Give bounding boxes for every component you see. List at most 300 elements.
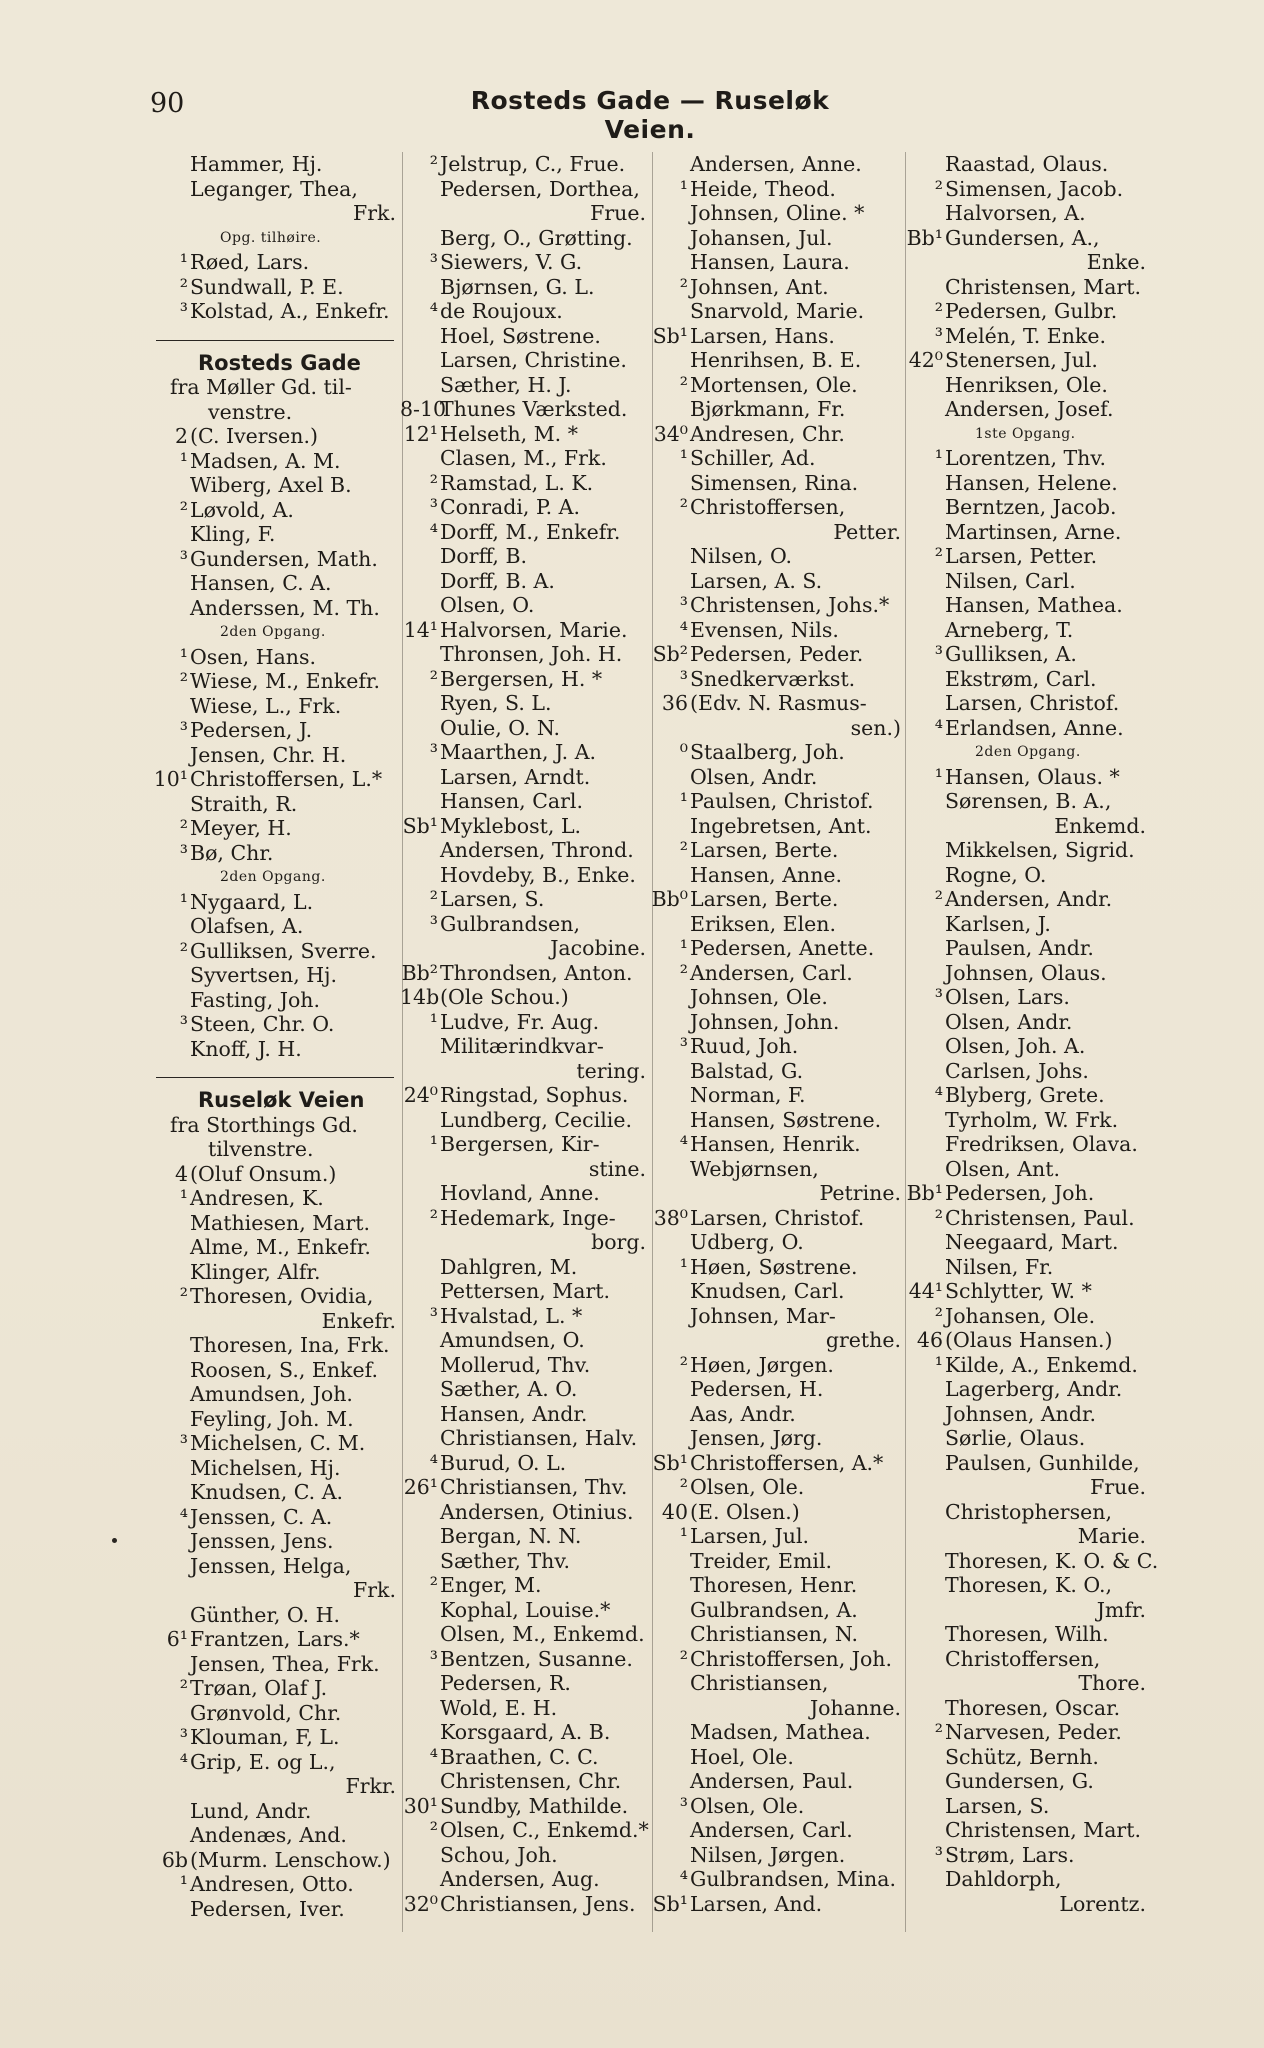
entry-continuation: Petter.: [833, 519, 901, 544]
resident-entry: [650, 569, 905, 594]
resident-entry: [400, 544, 650, 569]
house-floor-number: ³: [179, 1725, 188, 1749]
resident-entry: [650, 1206, 905, 1231]
resident-name: Madsen, A. M.: [190, 448, 341, 473]
resident-entry: [650, 1353, 905, 1378]
resident-name: Blyberg, Grete.: [945, 1083, 1105, 1107]
resident-name: Olsen, Andr.: [945, 1009, 1073, 1034]
resident-entry: [150, 250, 400, 275]
house-floor-number: ³: [429, 250, 438, 274]
resident-entry: [150, 1897, 400, 1922]
house-floor-number: ²: [679, 274, 688, 299]
house-floor-number: ³: [179, 1012, 188, 1036]
resident-name: Christensen, Johs.*: [690, 593, 890, 617]
house-floor-number: ²: [179, 1676, 188, 1700]
resident-entry: [150, 1554, 400, 1579]
resident-entry: [150, 424, 400, 449]
resident-name: Nilsen, Jørgen.: [690, 1842, 846, 1867]
resident-name: Frantzen, Lars.*: [190, 1627, 360, 1651]
resident-name: Schiller, Ad.: [690, 446, 816, 470]
resident-name: Jenssen, Helga,: [190, 1553, 352, 1578]
resident-entry: [150, 718, 400, 743]
house-floor-number: ²: [934, 299, 943, 323]
resident-name: Kling, F.: [190, 522, 276, 546]
resident-name: Olsen, Ole.: [690, 1475, 805, 1499]
resident-entry: [400, 642, 650, 667]
resident-entry: [650, 887, 905, 912]
house-floor-number: 2: [174, 424, 188, 448]
house-floor-number: 46: [916, 1328, 943, 1352]
resident-entry: [905, 1426, 1150, 1451]
entry-continuation: Enkefr.: [321, 1308, 396, 1333]
resident-name: Helseth, M. *: [440, 421, 578, 446]
resident-entry: [650, 1769, 905, 1794]
resident-name: Simensen, Rina.: [690, 470, 859, 495]
resident-entry: [905, 1843, 1150, 1868]
resident-entry: [650, 373, 905, 398]
resident-name: de Roujoux.: [440, 299, 563, 323]
resident-name: Dorff, B. A.: [440, 568, 555, 593]
resident-name: Bergersen, H. *: [440, 666, 603, 691]
resident-entry: [150, 988, 400, 1013]
resident-name: Berg, O., Grøtting.: [440, 225, 633, 250]
house-floor-number: 36: [661, 691, 688, 715]
resident-name: Hammer, Hj.: [190, 152, 323, 176]
resident-name: Røed, Lars.: [190, 250, 310, 274]
resident-name: Hansen, Søstrene.: [690, 1107, 882, 1132]
resident-entry: [150, 1701, 400, 1726]
resident-entry: [650, 1573, 905, 1598]
resident-entry: [650, 863, 905, 888]
resident-entry: [400, 1083, 650, 1108]
resident-name: Larsen, Jul.: [690, 1524, 810, 1548]
resident-entry: [150, 1603, 400, 1628]
house-floor-number: Sb²: [652, 642, 688, 666]
resident-entry: [650, 618, 905, 643]
house-floor-number: 38⁰: [653, 1205, 688, 1230]
resident-name: Simensen, Jacob.: [945, 176, 1124, 201]
house-floor-number: ¹: [429, 1132, 438, 1156]
house-floor-number: ²: [934, 1303, 943, 1328]
resident-name: Johnsen, John.: [690, 1009, 840, 1034]
resident-name: Siewers, V. G.: [440, 250, 583, 274]
house-floor-number: Bb²: [401, 960, 438, 985]
resident-name: Larsen, Christine.: [440, 348, 627, 372]
resident-name: Pedersen, Gulbr.: [945, 299, 1118, 323]
house-floor-number: ⁴: [429, 1744, 438, 1769]
resident-entry: [400, 1255, 650, 1280]
resident-entry: [905, 520, 1150, 545]
resident-name: Kolstad, A., Enkefr.: [190, 299, 390, 323]
resident-entry: [905, 397, 1150, 422]
house-floor-number: Sb¹: [652, 323, 688, 348]
resident-entry: [150, 645, 400, 670]
resident-name: Andresen, Otto.: [190, 1872, 354, 1896]
resident-name: Pettersen, Mart.: [440, 1279, 611, 1303]
resident-name: Kophal, Louise.*: [440, 1597, 611, 1622]
house-floor-number: 40: [661, 1499, 688, 1524]
resident-name: Sæther, A. O.: [440, 1377, 578, 1401]
house-floor-number: ¹: [679, 789, 688, 813]
resident-entry: [650, 1230, 905, 1255]
house-floor-number: 10¹: [153, 767, 188, 791]
entry-continuation: Frk.: [353, 201, 396, 225]
resident-entry: [650, 1647, 905, 1672]
resident-name: Bjørkmann, Fr.: [690, 397, 846, 421]
resident-name: Arneberg, T.: [945, 617, 1074, 642]
resident-entry: [905, 1794, 1150, 1819]
resident-name: Andresen, Chr.: [690, 421, 845, 446]
resident-name: Gulliksen, Sverre.: [190, 938, 377, 963]
resident-entry: [400, 985, 650, 1010]
resident-entry: [650, 1108, 905, 1133]
resident-entry: [905, 1818, 1150, 1843]
resident-name: Treider, Emil.: [690, 1548, 833, 1573]
house-floor-number: ²: [679, 838, 688, 862]
resident-entry: [150, 1211, 400, 1236]
house-floor-number: Bb¹: [906, 225, 943, 250]
house-floor-number: ²: [934, 887, 943, 911]
resident-name: Knoff, J. H.: [190, 1036, 302, 1061]
resident-entry: [400, 912, 650, 937]
resident-entry: [650, 348, 905, 373]
resident-entry: [400, 324, 650, 349]
resident-entry: [400, 863, 650, 888]
house-floor-number: ²: [679, 1646, 688, 1671]
resident-entry: [150, 473, 400, 498]
resident-entry: [650, 177, 905, 202]
house-floor-number: ²: [679, 1475, 688, 1499]
entry-continuation: Frk.: [353, 1578, 396, 1602]
house-floor-number: ³: [179, 718, 188, 742]
resident-entry: [400, 814, 650, 839]
resident-entry: [905, 1696, 1150, 1721]
house-floor-number: ¹: [934, 446, 943, 470]
resident-name: Bergersen, Kir-: [440, 1132, 600, 1156]
resident-name: Johansen, Jul.: [690, 225, 833, 250]
resident-entry: [905, 1745, 1150, 1770]
house-floor-number: Sb¹: [652, 1891, 688, 1916]
margin-mark: [112, 1538, 117, 1543]
resident-name: Raastad, Olaus.: [945, 152, 1109, 176]
resident-entry: [400, 1279, 650, 1304]
resident-entry: [650, 152, 905, 177]
resident-entry: [905, 324, 1150, 349]
house-floor-number: 14b: [400, 985, 440, 1009]
resident-entry: [400, 373, 650, 398]
house-floor-number: ¹: [179, 889, 188, 914]
resident-entry: [905, 226, 1150, 251]
resident-entry: [650, 667, 905, 692]
house-floor-number: ²: [679, 1352, 688, 1377]
resident-entry: [905, 348, 1150, 373]
resident-name: Knudsen, Carl.: [690, 1279, 845, 1303]
resident-entry: [905, 1328, 1150, 1353]
resident-entry: [150, 767, 400, 792]
resident-entry: [905, 961, 1150, 986]
resident-entry: [650, 1892, 905, 1917]
resident-name: (Ole Schou.): [440, 985, 569, 1009]
resident-entry: [905, 152, 1150, 177]
column-3: [650, 152, 905, 1916]
resident-name: Braathen, C. C.: [440, 1744, 599, 1769]
resident-entry: [150, 1037, 400, 1062]
resident-entry: [150, 1529, 400, 1554]
resident-entry: [650, 1083, 905, 1108]
resident-entry: [400, 348, 650, 373]
resident-entry: [150, 1823, 400, 1848]
resident-name: Ryen, S. L.: [440, 691, 552, 715]
house-floor-number: ³: [679, 1034, 688, 1058]
resident-entry: [150, 498, 400, 523]
resident-entry: [905, 1230, 1150, 1255]
house-floor-number: ²: [179, 669, 188, 693]
house-floor-number: ²: [429, 470, 438, 495]
resident-entry: [400, 422, 650, 447]
resident-name: Pedersen, Joh.: [945, 1181, 1095, 1205]
resident-name: Christiansen, N.: [690, 1622, 859, 1646]
house-floor-number: ⁴: [934, 715, 943, 740]
resident-name: Grønvold, Chr.: [190, 1700, 342, 1725]
house-floor-number: 24⁰: [403, 1083, 438, 1107]
resident-name: Maarthen, J. A.: [440, 740, 597, 764]
resident-name: Christophersen,: [945, 1499, 1112, 1524]
house-floor-number: ³: [179, 299, 188, 323]
resident-name: Melén, T. Enke.: [945, 323, 1106, 348]
resident-entry: [650, 936, 905, 961]
resident-name: Halvorsen, A.: [945, 201, 1086, 225]
resident-name: (Oluf Onsum.): [190, 1161, 337, 1186]
house-floor-number: 14¹: [403, 617, 438, 642]
resident-name: Hansen, Anne.: [690, 862, 843, 887]
resident-entry: [400, 1892, 650, 1917]
resident-entry: [400, 1696, 650, 1721]
house-floor-number: ⁴: [179, 1749, 188, 1774]
resident-name: Nilsen, O.: [690, 544, 793, 568]
resident-name: Johnsen, Mar-: [690, 1303, 836, 1328]
house-floor-number: ³: [429, 740, 438, 764]
resident-name: Larsen, Hans.: [690, 323, 835, 348]
resident-entry: [650, 789, 905, 814]
house-floor-number: ²: [429, 1573, 438, 1597]
house-floor-number: ⁴: [679, 617, 688, 642]
resident-entry: [650, 961, 905, 986]
resident-entry: [650, 1279, 905, 1304]
resident-entry: [150, 1799, 400, 1824]
resident-name: Andersen, Carl.: [690, 1818, 853, 1842]
resident-entry: [650, 912, 905, 937]
resident-name: Hansen, Carl.: [440, 789, 583, 813]
resident-entry: [400, 1867, 650, 1892]
resident-entry: [650, 446, 905, 471]
entry-continuation: sen.): [850, 715, 901, 740]
resident-name: Nilsen, Carl.: [945, 568, 1076, 593]
house-floor-number: ¹: [934, 1352, 943, 1377]
resident-entry: [400, 1573, 650, 1598]
resident-name: Oulie, O. N.: [440, 715, 561, 740]
resident-entry: [150, 522, 400, 547]
page-number: 90: [150, 88, 185, 119]
house-floor-number: ¹: [679, 446, 688, 470]
house-floor-number: ¹: [179, 1186, 188, 1210]
resident-entry: [905, 1353, 1150, 1378]
house-floor-number: ¹: [679, 1524, 688, 1548]
resident-name: Mathiesen, Mart.: [190, 1210, 370, 1235]
resident-entry: [650, 544, 905, 569]
house-floor-number: 8-10: [400, 397, 447, 421]
resident-name: Fasting, Joh.: [190, 987, 321, 1012]
resident-entry: [650, 324, 905, 349]
street-heading: Ruseløk Veien: [198, 1088, 365, 1112]
resident-entry: [150, 914, 400, 939]
resident-name: Enger, M.: [440, 1573, 542, 1597]
resident-entry: [400, 226, 650, 251]
resident-name: Schütz, Bernh.: [945, 1744, 1099, 1769]
resident-name: Steen, Chr. O.: [190, 1012, 335, 1036]
resident-entry: [400, 569, 650, 594]
resident-entry: [650, 226, 905, 251]
resident-entry: [905, 1720, 1150, 1745]
street-direction: tilvenstre.: [208, 1137, 314, 1161]
resident-name: Thoresen, Oscar.: [945, 1695, 1121, 1720]
resident-name: Andersen, Otinius.: [440, 1499, 634, 1524]
resident-name: Thoresen, K. O. & C.: [945, 1548, 1159, 1573]
resident-entry: [400, 1500, 650, 1525]
resident-name: Militærindkvar-: [440, 1034, 604, 1058]
resident-entry: [150, 571, 400, 596]
resident-name: Larsen, A. S.: [690, 568, 823, 593]
resident-name: Hoel, Søstrene.: [440, 323, 601, 348]
resident-name: Jensen, Chr. H.: [190, 742, 347, 767]
resident-entry: [905, 936, 1150, 961]
resident-entry: [650, 1132, 905, 1157]
resident-name: Wold, E. H.: [440, 1695, 558, 1720]
resident-name: Andersen, Andr.: [945, 887, 1113, 911]
resident-name: Dorff, M., Enkefr.: [440, 519, 621, 544]
house-floor-number: ¹: [679, 936, 688, 960]
resident-name: Evensen, Nils.: [690, 617, 839, 642]
resident-entry: [150, 1480, 400, 1505]
resident-name: Wiberg, Axel B.: [190, 473, 352, 497]
column-4: [905, 152, 1159, 1916]
resident-entry: [650, 691, 905, 716]
resident-entry: [905, 618, 1150, 643]
resident-name: Clasen, M., Frk.: [440, 446, 607, 470]
entry-continuation: Frue.: [1090, 1475, 1146, 1499]
stairway-label: Opg. tilhøire.: [220, 229, 322, 246]
resident-entry: [905, 1573, 1150, 1598]
resident-entry: [905, 1769, 1150, 1794]
resident-entry: [905, 569, 1150, 594]
resident-name: Kilde, A., Enkemd.: [945, 1352, 1138, 1377]
resident-entry: [905, 1181, 1150, 1206]
resident-name: Tyrholm, W. Frk.: [945, 1107, 1119, 1132]
house-floor-number: Bb⁰: [651, 887, 688, 911]
house-floor-number: ³: [179, 1431, 188, 1455]
resident-name: Ramstad, L. K.: [440, 470, 594, 495]
resident-entry: [150, 1725, 400, 1750]
resident-name: Ingebretsen, Ant.: [690, 813, 872, 838]
house-floor-number: ¹: [179, 250, 188, 274]
house-floor-number: ¹: [934, 764, 943, 789]
resident-name: Christiansen, Thv.: [440, 1475, 628, 1499]
resident-entry: [650, 1377, 905, 1402]
resident-name: Bergan, N. N.: [440, 1524, 582, 1548]
resident-name: (C. Iversen.): [190, 424, 318, 448]
resident-entry: [400, 1622, 650, 1647]
resident-entry: [150, 275, 400, 300]
house-floor-number: ¹: [679, 1254, 688, 1279]
resident-entry: [150, 694, 400, 719]
resident-name: Christoffersen,: [690, 495, 846, 519]
entry-continuation: Jacobine.: [550, 936, 646, 960]
house-floor-number: ²: [429, 887, 438, 911]
resident-entry: [400, 1181, 650, 1206]
resident-entry: [150, 1872, 400, 1897]
resident-name: Alme, M., Enkefr.: [190, 1235, 371, 1259]
resident-name: Amundsen, O.: [440, 1328, 585, 1352]
resident-entry: [150, 890, 400, 915]
house-floor-number: ³: [679, 666, 688, 691]
resident-name: Heide, Theod.: [690, 176, 836, 201]
house-floor-number: ²: [679, 495, 688, 519]
entry-continuation: grethe.: [825, 1328, 901, 1352]
resident-name: Anderssen, M. Th.: [190, 595, 380, 620]
resident-name: Berntzen, Jacob.: [945, 495, 1117, 519]
resident-name: Gulbrandsen, Mina.: [690, 1867, 896, 1891]
house-floor-number: ⁴: [179, 1504, 188, 1529]
resident-entry: [905, 275, 1150, 300]
resident-entry: [400, 1524, 650, 1549]
house-floor-number: ²: [429, 1205, 438, 1230]
resident-entry: [905, 716, 1150, 741]
resident-name: Erlandsen, Anne.: [945, 715, 1124, 740]
house-floor-number: ³: [934, 1842, 943, 1867]
resident-entry: [400, 1451, 650, 1476]
resident-name: Dahldorph,: [945, 1867, 1062, 1891]
resident-name: Christoffersen, Joh.: [690, 1646, 893, 1671]
house-floor-number: ³: [679, 593, 688, 617]
resident-name: Pedersen, J.: [190, 718, 313, 742]
resident-name: Andersen, Josef.: [945, 397, 1114, 421]
house-floor-number: ¹: [179, 1872, 188, 1896]
entry-continuation: stine.: [588, 1156, 646, 1181]
resident-name: (Olaus Hansen.): [945, 1328, 1113, 1352]
resident-name: Larsen, S.: [440, 887, 545, 911]
resident-name: Christoffersen, L.*: [190, 767, 383, 791]
resident-name: Jensen, Thea, Frk.: [190, 1651, 380, 1676]
house-floor-number: ³: [429, 1646, 438, 1671]
resident-entry: [400, 1671, 650, 1696]
resident-entry: [905, 667, 1150, 692]
resident-name: Thoresen, Ina, Frk.: [190, 1333, 390, 1357]
resident-entry: [905, 1451, 1150, 1476]
resident-name: Dahlgren, M.: [440, 1254, 578, 1279]
resident-name: Dorff, B.: [440, 544, 528, 568]
resident-entry: [905, 1132, 1150, 1157]
resident-entry: [400, 789, 650, 814]
house-floor-number: ⁴: [934, 1083, 943, 1107]
entry-continuation: borg.: [591, 1230, 646, 1254]
house-floor-number: 42⁰: [908, 348, 943, 372]
resident-name: Larsen, And.: [690, 1891, 823, 1916]
resident-entry: [400, 887, 650, 912]
resident-name: Pedersen, R.: [440, 1671, 571, 1695]
resident-entry: [150, 1358, 400, 1383]
resident-name: Conradi, P. A.: [440, 495, 580, 519]
house-floor-number: ⁴: [429, 1450, 438, 1475]
resident-entry: [400, 1598, 650, 1623]
